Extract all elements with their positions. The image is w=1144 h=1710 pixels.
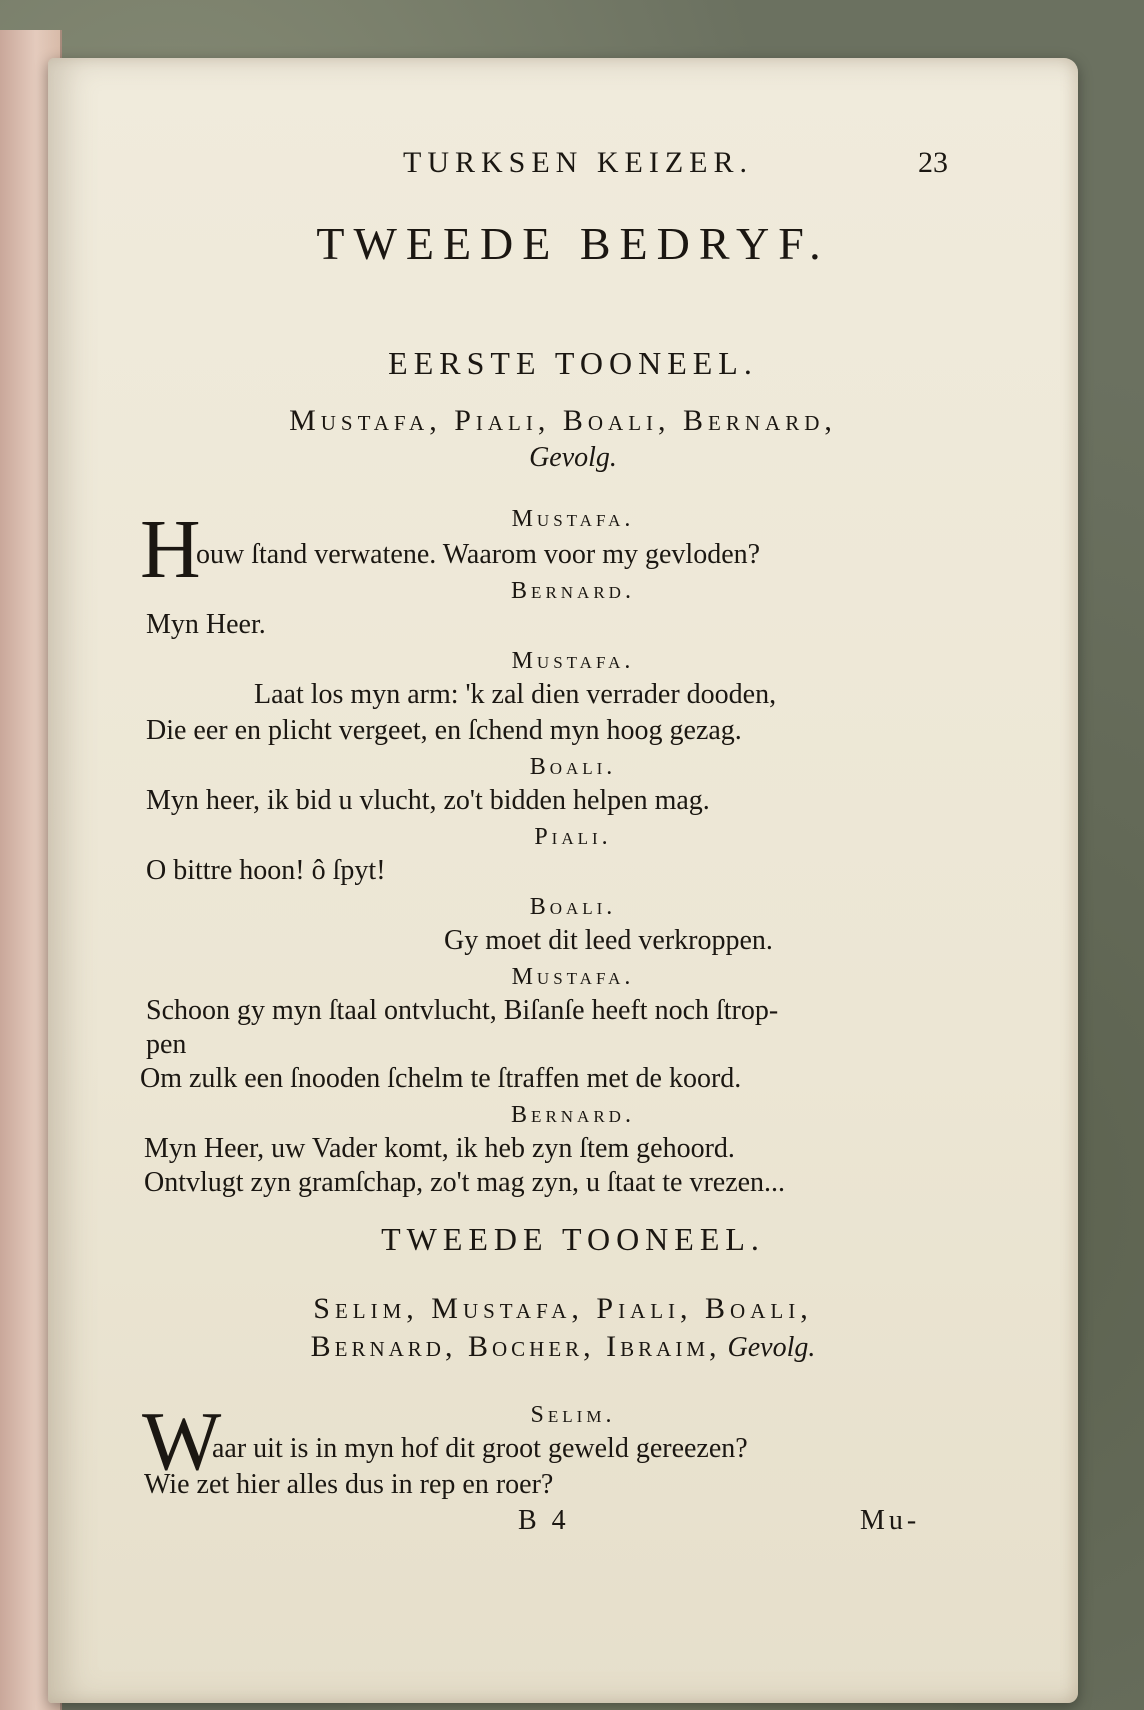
verse-line: Laat los myn arm: 'k zal dien verrader dooden, [254, 679, 777, 710]
act-title: TWEEDE BEDRYF. [316, 218, 830, 269]
scene-1-cast-retinue: Gevolg. [529, 442, 617, 473]
page-number: 23 [918, 146, 948, 179]
scene-1-title: EERSTE TOONEEL. [388, 345, 758, 381]
book-page [48, 58, 1078, 1703]
verse-line: Die eer en plicht vergeet, en ſchend myn hoog gezag. [146, 715, 742, 746]
speaker-bernard: Bernard. [511, 578, 635, 604]
verse-line: ouw ſtand verwatene. Waarom voor my gevloden? [196, 539, 761, 570]
verse-line: Schoon gy myn ſtaal ontvlucht, Biſanſe heeft noch ſtrop- [146, 995, 779, 1026]
verse-line: Myn Heer, uw Vader komt, ik heb zyn ſtem gehoord. [144, 1133, 735, 1164]
speaker-mustafa: Mustafa. [511, 506, 635, 532]
speaker-mustafa: Mustafa. [511, 964, 635, 990]
scene-2-cast: Selim, Mustafa, Piali, Boali, [313, 1292, 813, 1325]
scene-2-title: TWEEDE TOONEEL. [381, 1221, 765, 1257]
running-head: TURKSEN KEIZER. [403, 146, 753, 179]
verse-line: Gy moet dit leed verkroppen. [444, 925, 773, 956]
verse-line: Ontvlugt zyn gramſchap, zo't mag zyn, u ſtaat te vrezen... [144, 1167, 786, 1198]
catchword: Mu- [860, 1505, 921, 1536]
drop-cap-w: W [142, 1395, 222, 1488]
verse-line: aar uit is in myn hof dit groot geweld gereezen? [212, 1433, 748, 1464]
page-text [48, 58, 1078, 1703]
speaker-selim: Selim. [530, 1402, 616, 1428]
drop-cap-h: H [140, 503, 201, 596]
signature-mark: B 4 [518, 1505, 570, 1536]
verse-line: Myn Heer. [146, 609, 266, 640]
speaker-boali: Boali. [529, 894, 617, 920]
verse-line-continuation: pen [146, 1029, 187, 1060]
verse-line: Myn heer, ik bid u vlucht, zo't bidden helpen mag. [146, 785, 710, 816]
speaker-mustafa: Mustafa. [511, 648, 635, 674]
verse-line: Om zulk een ſnooden ſchelm te ſtraffen met de koord. [140, 1063, 742, 1094]
verse-line: Wie zet hier alles dus in rep en roer? [144, 1469, 554, 1500]
verse-line: O bittre hoon! ô ſpyt! [146, 855, 386, 886]
scene-2-cast-line-2: Bernard, Bocher, Ibraim, Gevolg. [310, 1330, 816, 1363]
speaker-bernard: Bernard. [511, 1102, 635, 1128]
speaker-piali: Piali. [534, 824, 612, 850]
scene-1-cast: Mustafa, Piali, Boali, Bernard, [289, 404, 837, 437]
speaker-boali: Boali. [529, 754, 617, 780]
